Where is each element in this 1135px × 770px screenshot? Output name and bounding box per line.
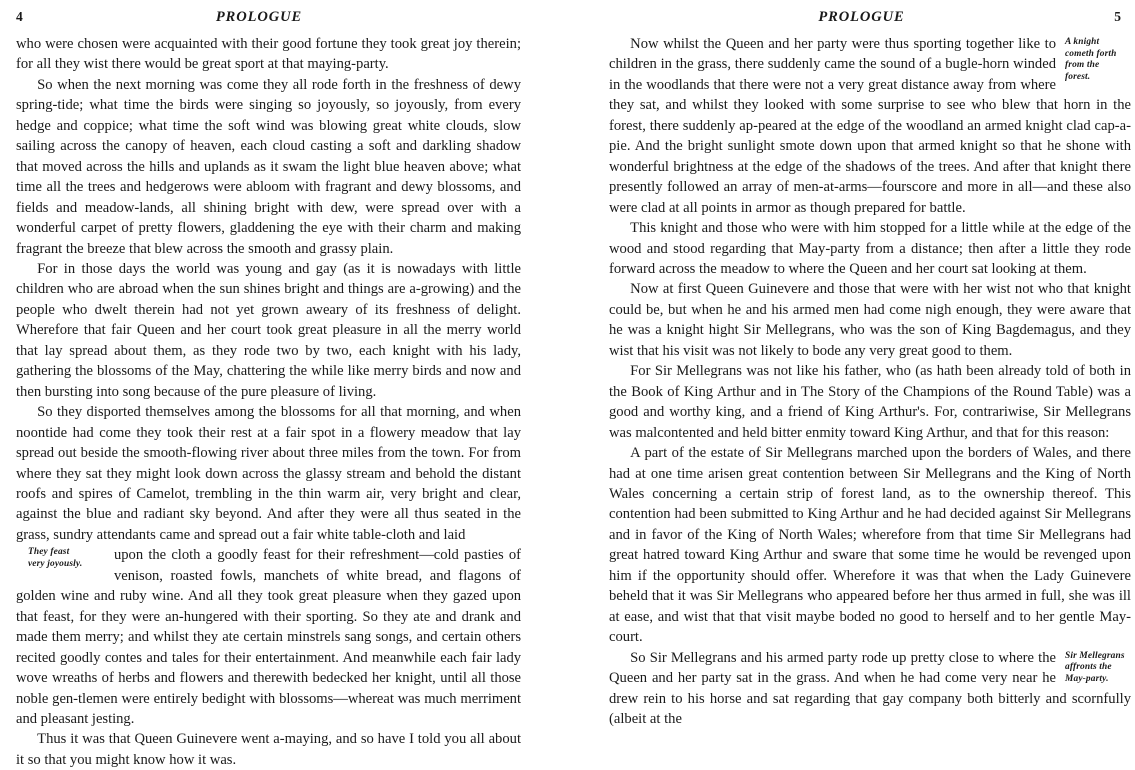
verso-folio-number: 4 bbox=[16, 9, 23, 24]
verso-page bbox=[0, 0, 560, 768]
gloss-line: Sir Mellegrans bbox=[1065, 650, 1125, 661]
gloss-line: very joyously. bbox=[28, 558, 83, 569]
paragraph: Now at first Queen Guinevere and those that were with her wist not who that knight could be, but when he and his armed men had come nigh enough, they were aware that he was a knight hight Sir Mellegrans, who was the son of King Bagdemagus, and they wist that his visit was not likely to bode any very great good to them. bbox=[609, 281, 1131, 359]
verso-running-head-title: PROLOGUE bbox=[215, 9, 303, 25]
paragraph: A part of the estate of Sir Mellegrans marched upon the borders of Wales, and there had at one time arisen great contention between Sir Mellegrans and the King of North Wales concerning a certain strip of forest land, as to the ownership thereof. This contention had been submitted to King Arthur and he had decided against Sir Mellegrans and in favor of the King of North Wales; wherefore from that time Sir Mellegrans had great hatred toward King Arthur and sware that some time he would be revenged upon him if the opportunity should offer. Wherefore it was that when the Lady Guinevere beheld that it was Sir Mellegrans who appeared before her thus armed in full, she was ill at ease, and wist that that visit maybe boded no good to herself and to her gentle May-court. bbox=[609, 445, 1131, 646]
gloss-note-they-feast bbox=[28, 547, 106, 570]
paragraph: So Sir Mellegrans and his armed party rode up pretty close to where the Queen and her party sat in the grass. And when he had come very near he drew rein to his horse and sat regarding that gay company both bitterly and scornfully (albeit at the bbox=[609, 649, 1131, 727]
gloss-line: They feast bbox=[28, 547, 70, 558]
gloss-line: cometh forth bbox=[1065, 48, 1117, 59]
gloss-line: A knight bbox=[1065, 37, 1100, 47]
gloss-note-knight-cometh bbox=[1065, 37, 1131, 83]
recto-page bbox=[600, 0, 1135, 727]
paragraph-with-gloss bbox=[609, 34, 1131, 218]
paragraph: This knight and those who were with him stopped for a little while at the edge of the wood and stood regarding that May-party from a distance; then after a little they rode forward across the meadow to where the Queen and her court sat looking at them. bbox=[609, 220, 1131, 277]
recto-running-head-title: PROLOGUE bbox=[818, 9, 905, 25]
verso-running-head bbox=[8, 8, 532, 34]
gloss-line: May-party. bbox=[1065, 673, 1109, 684]
paragraph: For in those days the world was young and gay (as it is nowadays with little children who are abroad when the sun shines bright and things are a-growing) and the people who dwelt therein had not yet grown aweary of its freshness of delight. Wherefore that fair Queen and her court took great pleasure in all the merry world that lay spread about them, as they rode two by two, each knight with his lady, gathering the blossoms of the May, chattering the while like merry birds and now and then bursting into song because of the pure pleasure of living. bbox=[16, 260, 521, 400]
paragraph: who were chosen were acquainted with their good fortune they took great joy therein; for all they wist there would be great sport at that maying-party. bbox=[16, 36, 521, 73]
gloss-line: from the bbox=[1065, 60, 1100, 71]
paragraph-with-gloss bbox=[16, 545, 521, 729]
verso-text-block bbox=[16, 34, 521, 770]
gloss-note-mellegrans-affronts bbox=[1065, 651, 1131, 686]
paragraph-with-gloss bbox=[609, 648, 1131, 730]
recto-folio-number: 5 bbox=[1114, 9, 1121, 24]
recto-running-head bbox=[604, 8, 1131, 34]
paragraph: So they disported themselves among the blossoms for all that morning, and when noontide had come they took their rest at a fair spot in a flowery meadow that lay spread out beside the smooth-flowing river about three miles from the town. For from where they sat they might look down across the glassy stream and behold the distant roofs and spires of Camelot, trembling in the thin warm air, very bright and clear, against the blue and radiant sky beyond. And after they were all thus seated in the grass, sundry attendants came and spread out a fair white table-cloth and laid bbox=[16, 404, 521, 543]
paragraph: So when the next morning was come they all rode forth in the freshness of dewy spring-tide; what time the birds were singing so joyously, so joyously, from every hedge and coppice; what time the soft wind was blowing great white clouds, slow sailing across the canopy of heaven, each cloud casting a soft and darkling shadow that moved across the hills and uplands as it swam the light blue heaven above; what time all the trees and hedgerows were abloom with fragrant and dewy blossoms, and fields and meadow-lands, all shining bright with dew, were spread over with a wonderful carpet of pretty flowers, gladdening the eye with their charm and making fragrant the breeze that blew across the smooth and grassy plain. bbox=[16, 76, 521, 257]
paragraph: For Sir Mellegrans was not like his father, who (as hath been already told of both in the Book of King Arthur and in The Story of the Champions of the Round Table) was a good and worthy king, and a friend of King Arthur's. For, contrariwise, Sir Mellegrans was malcontented and held bitter enmity toward King Arthur, and that for this reason: bbox=[609, 363, 1131, 441]
paragraph: upon the cloth a goodly feast for their refreshment—cold pasties of venison, roasted fowls, manchets of white bread, and flagons of golden wine and ruby wine. And all they took great pleasure when they gazed upon that feast, for they were an-hungered with their sporting. So they ate and drank and made them merry; and whilst they ate certain minstrels sang songs, and certain others recited goodly contes and tales for their entertainment. And meanwhile each fair lady wove wreaths of herbs and flowers and therewith bedecked her knight, until all those noble gen-tlemen were entirely bedight with blossoms—whereat was much merriment and pleasant jesting. bbox=[16, 547, 521, 727]
gloss-line: affronts the bbox=[1065, 662, 1112, 673]
recto-text-block bbox=[609, 34, 1131, 729]
paragraph: Now whilst the Queen and her party were thus sporting together like to children in the grass, there suddenly came the sound of a bugle-horn winded in the woodlands that there were not a very great distance away from where they sat, and whilst they looked with some surprise to see who blew that horn in the forest, there suddenly ap-peared at the edge of the woodland an armed knight clad cap-a-pie. And the bright sunlight smote down upon that armed knight so that he shone with wonderful brightness at the edge of the shadows of the trees. And after that knight there presently followed an array of men-at-arms—fourscore and more in all—and these also were clad at all points in armor as though prepared for battle. bbox=[609, 36, 1131, 216]
gloss-line: forest. bbox=[1065, 71, 1091, 82]
paragraph: Thus it was that Queen Guinevere went a-maying, and so have I told you all about it so that you might know how it was. bbox=[16, 731, 521, 768]
